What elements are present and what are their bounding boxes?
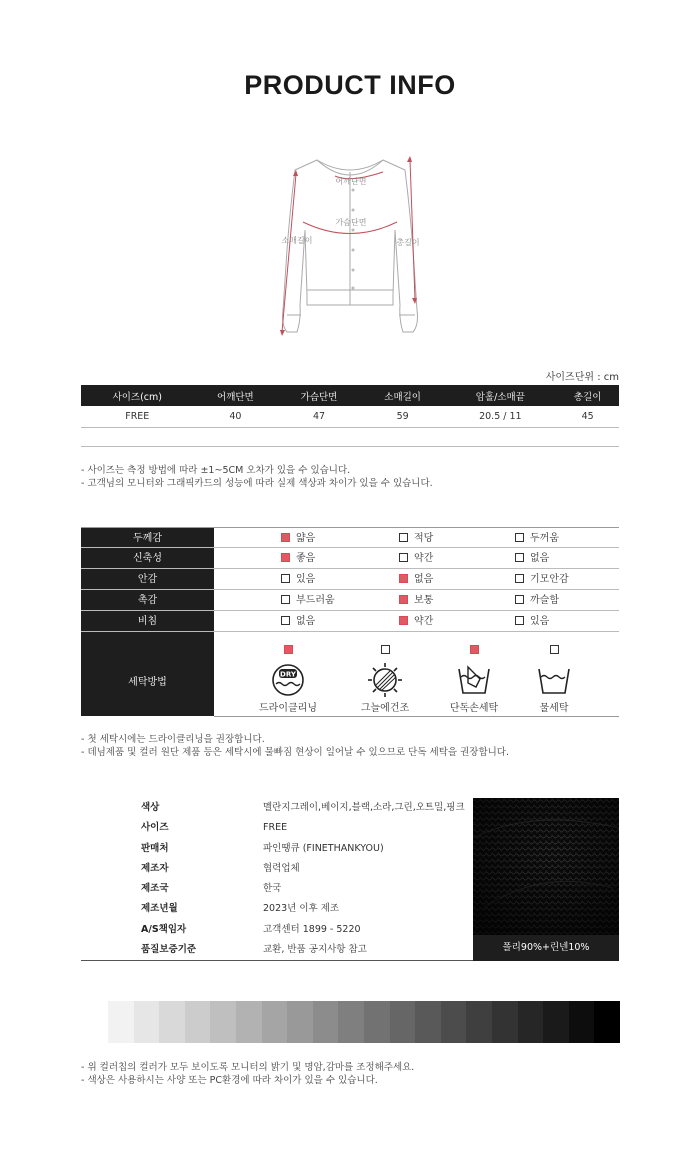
size-header: 사이즈(cm) [81, 385, 194, 406]
checkbox-icon [281, 616, 290, 625]
checkbox-icon [284, 645, 293, 654]
color-chip [108, 1001, 134, 1043]
checkbox-icon [399, 574, 408, 583]
size-cell: 40 [194, 406, 278, 427]
wash-name: 드라이클리닝 [259, 703, 317, 714]
size-unit: 사이즈단위 : cm [545, 372, 619, 383]
checkbox-icon [281, 553, 290, 562]
spec-key: 제조년월 [141, 903, 178, 915]
checkbox-icon [399, 553, 408, 562]
spec-value: 고객센터 1899 - 5220 [263, 923, 361, 935]
attr-row [81, 611, 619, 632]
attr-row [81, 590, 619, 611]
attr-label: 촉감 [137, 595, 158, 606]
attr-option: 좋음 [281, 548, 315, 569]
checkbox-icon [515, 533, 524, 542]
color-chip [594, 1001, 620, 1043]
color-chip [236, 1001, 262, 1043]
spec-key: 제조국 [141, 883, 169, 895]
size-header: 암홀/소매끝 [444, 385, 556, 406]
checkbox-icon [381, 645, 390, 654]
color-chip [262, 1001, 288, 1043]
attr-option: 없음 [281, 611, 315, 632]
chest-label: 가슴단면 [335, 218, 367, 227]
attr-label: 안감 [137, 574, 158, 585]
spec-row [81, 899, 473, 919]
note-line: - 고객님의 모니터와 그래픽카드의 성능에 따라 실제 색상과 차이가 있을 수 있습니다. [81, 478, 433, 489]
wash-label: 세탁방법 [128, 677, 167, 688]
dry-text: DRY [280, 670, 296, 679]
dry-clean-icon [268, 663, 308, 697]
spec-key: 품질보증기준 [141, 944, 197, 956]
size-header: 소매길이 [361, 385, 445, 406]
shoulder-label: 어깨단면 [335, 177, 367, 186]
attr-option: 약간 [399, 611, 433, 632]
attr-option: 부드러움 [281, 590, 335, 611]
checkbox-icon [399, 616, 408, 625]
spec-value: 한국 [263, 883, 282, 895]
color-chip [287, 1001, 313, 1043]
shade-dry-icon [365, 663, 405, 697]
checkbox-icon [550, 645, 559, 654]
spec-row [81, 920, 473, 940]
color-chip [390, 1001, 416, 1043]
spec-value: 교환, 반품 공지사항 참고 [263, 944, 367, 956]
spec-row [81, 839, 473, 859]
checkbox-icon [399, 533, 408, 542]
color-chip [492, 1001, 518, 1043]
note-line: - 사이즈는 측정 방법에 따라 ±1~5CM 오차가 있을 수 있습니다. [81, 465, 351, 476]
product-spec [81, 798, 473, 960]
spec-key: 판매처 [141, 842, 169, 854]
attr-option: 얇음 [281, 528, 315, 549]
attr-option: 기모안감 [515, 569, 569, 590]
checkbox-icon [281, 595, 290, 604]
hand-wash-icon [454, 663, 494, 697]
water-wash-icon [534, 663, 574, 697]
spec-value: 2023년 이후 제조 [263, 903, 340, 915]
spec-value: 파인땡큐 (FINETHANKYOU) [263, 842, 384, 854]
wash-method [248, 638, 328, 714]
color-chip [185, 1001, 211, 1043]
attr-row [81, 527, 619, 548]
wash-name: 단독손세탁 [449, 703, 499, 714]
color-chip [159, 1001, 185, 1043]
checkbox-icon [399, 595, 408, 604]
attr-option: 적당 [399, 528, 433, 549]
color-chip [518, 1001, 544, 1043]
fabric-swatch-image [473, 798, 619, 935]
size-notes [81, 464, 433, 490]
sleeve-label: 소매길이 [281, 236, 313, 245]
table-row [81, 406, 619, 427]
spec-key: A/S책임자 [141, 923, 187, 935]
size-table [81, 385, 619, 447]
note-line: - 첫 세탁시에는 드라이클리닝을 권장합니다. [81, 734, 265, 745]
spec-row [81, 818, 473, 838]
size-header: 어깨단면 [194, 385, 278, 406]
wash-method [514, 638, 594, 714]
spec-row [81, 879, 473, 899]
note-line: - 위 컬러칩의 컬러가 모두 보이도록 모니터의 밝기 및 명암,감마를 조정해주세요. [81, 1062, 415, 1073]
color-notes [81, 1061, 414, 1087]
wash-name: 그늘에건조 [360, 703, 410, 714]
size-cell: 45 [556, 406, 619, 427]
spec-key: 제조자 [141, 862, 169, 874]
checkbox-icon [281, 533, 290, 542]
wash-name: 물세탁 [539, 703, 569, 714]
color-chip-gradient [108, 1001, 620, 1043]
color-chip [415, 1001, 441, 1043]
checkbox-icon [515, 595, 524, 604]
color-chip [313, 1001, 339, 1043]
table-row [81, 427, 619, 446]
note-line: - 데님제품 및 컬러 원단 제품 등은 세탁시에 물빠짐 현상이 일어날 수 있으므로 단독 세탁을 권장합니다. [81, 747, 510, 758]
spec-value: 협력업체 [263, 862, 300, 874]
spec-row [81, 859, 473, 879]
checkbox-icon [281, 574, 290, 583]
attr-label: 비침 [137, 616, 158, 627]
attr-option: 약간 [399, 548, 433, 569]
size-cell: 20.5 / 11 [444, 406, 556, 427]
spec-row [81, 798, 473, 818]
size-cell: 59 [361, 406, 445, 427]
attr-row [81, 548, 619, 569]
checkbox-icon [515, 616, 524, 625]
attr-row [81, 569, 619, 590]
checkbox-icon [515, 574, 524, 583]
wash-notes [81, 733, 509, 759]
attr-label: 신축성 [133, 553, 162, 564]
attr-label: 두께감 [133, 533, 162, 544]
color-chip [466, 1001, 492, 1043]
spec-key: 사이즈 [141, 822, 169, 834]
size-cell: 47 [277, 406, 361, 427]
fabric-composition: 폴리90%+린넨10% [473, 935, 619, 961]
color-chip [210, 1001, 236, 1043]
checkbox-icon [515, 553, 524, 562]
attr-option: 까슬함 [515, 590, 559, 611]
length-label: 총길이 [396, 238, 420, 247]
wash-method [434, 638, 514, 714]
color-chip [134, 1001, 160, 1043]
color-chip [364, 1001, 390, 1043]
color-chip [569, 1001, 595, 1043]
attr-option: 두꺼움 [515, 528, 559, 549]
page-title: PRODUCT INFO [244, 70, 456, 100]
checkbox-icon [470, 645, 479, 654]
note-line: - 색상은 사용하시는 사양 또는 PC환경에 따라 차이가 있을 수 있습니다. [81, 1075, 378, 1086]
wash-method [345, 638, 425, 714]
color-chip [441, 1001, 467, 1043]
spec-value: FREE [263, 822, 288, 834]
attr-option: 보통 [399, 590, 433, 611]
size-header: 총길이 [556, 385, 619, 406]
attr-option: 있음 [515, 611, 549, 632]
spec-row [81, 940, 473, 960]
spec-key: 색상 [141, 802, 160, 813]
attr-option: 없음 [515, 548, 549, 569]
attr-option: 있음 [281, 569, 315, 590]
size-header: 가슴단면 [277, 385, 361, 406]
color-chip [338, 1001, 364, 1043]
spec-value: 멜란지그레이,베이지,블랙,소라,그린,오트밀,핑크 [263, 802, 465, 813]
color-chip [543, 1001, 569, 1043]
cardigan-measure-diagram [265, 150, 435, 345]
attr-option: 없음 [399, 569, 433, 590]
size-cell: FREE [81, 406, 194, 427]
